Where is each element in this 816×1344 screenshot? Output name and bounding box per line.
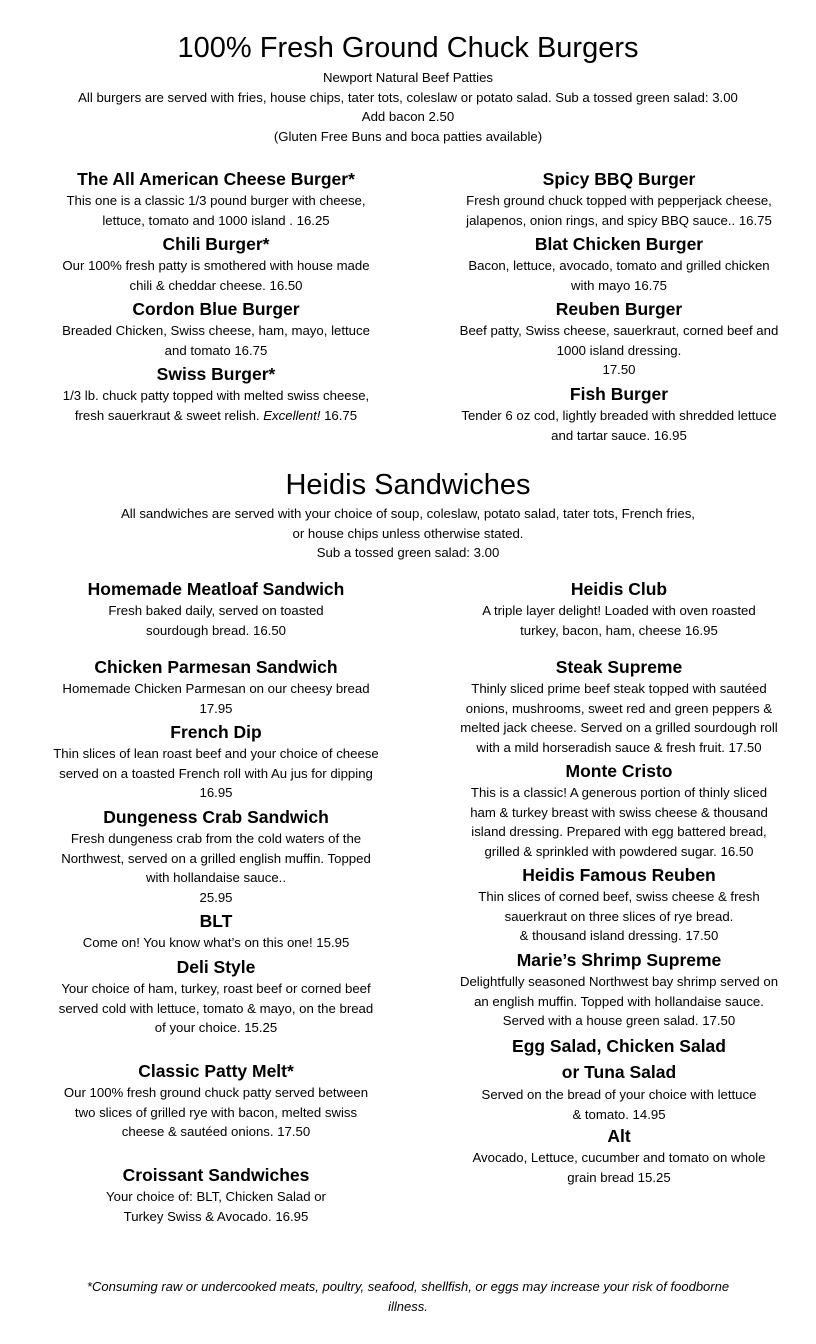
desc-line: & tomato. 14.95 [572, 1106, 666, 1122]
desc-line: 17.50 [602, 362, 636, 378]
menu-item-patty-melt [23, 1059, 409, 1142]
desc-line: Homemade Chicken Parmesan on our cheesy bread [62, 681, 370, 696]
item-title: Homemade Meatloaf Sandwich [87, 579, 345, 599]
desc-line: Served on the bread of your choice with lettuce [481, 1087, 757, 1102]
desc-line: with hollandaise sauce.. [145, 870, 287, 886]
desc-line: lettuce, tomato and 1000 island . 16.25 [102, 212, 330, 228]
item-description [426, 887, 812, 946]
desc-line: of your choice. 15.25 [154, 1020, 278, 1036]
advisory-line: *Consuming raw or undercooked meats, poultry, seafood, shellfish, or eggs may increase your risk of foodborne [86, 1279, 730, 1294]
item-title: Steak Supreme [555, 657, 683, 677]
item-title: Cordon Blue Burger [132, 299, 300, 319]
desc-line: served cold with lettuce, tomato & mayo, on the bread [58, 1000, 374, 1016]
sandwiches-intro-line: or house chips unless otherwise stated. [292, 525, 524, 541]
desc-line: grain bread 15.25 [567, 1169, 671, 1185]
desc-line: Our 100% fresh ground chuck patty served between [63, 1085, 369, 1100]
item-description [426, 1148, 812, 1187]
desc-line: served on a toasted French roll with Au jus for dipping [59, 765, 373, 781]
desc-line: 17.95 [199, 700, 233, 716]
menu-item-blt [23, 909, 409, 953]
desc-line: Thin slices of lean roast beef and your choice of cheese [53, 746, 379, 761]
desc-line: two slices of grilled rye with bacon, melted swiss [74, 1104, 358, 1120]
desc-line: with a mild horseradish sauce & fresh fruit. 17.50 [476, 739, 762, 755]
item-description [23, 979, 409, 1038]
item-description [426, 406, 812, 445]
desc-line: turkey, bacon, ham, cheese 16.95 [520, 622, 718, 638]
desc-line: Your choice of ham, turkey, roast beef or corned beef [61, 981, 371, 996]
menu-item-salad-sandwich [426, 1033, 812, 1124]
item-description [23, 829, 409, 907]
menu-item-all-american [23, 167, 409, 230]
item-description [23, 601, 409, 640]
item-description [23, 386, 409, 425]
item-description [426, 1085, 812, 1124]
item-title: Egg Salad, Chicken Salad [512, 1036, 726, 1056]
item-title: Dungeness Crab Sandwich [103, 807, 329, 827]
item-title: Croissant Sandwiches [122, 1165, 310, 1185]
item-description [426, 256, 812, 295]
menu-item-steak-supreme [426, 655, 812, 757]
item-title: Classic Patty Melt* [138, 1061, 294, 1081]
item-description [426, 191, 812, 230]
desc-line: 1/3 lb. chuck patty topped with melted swiss cheese, [62, 388, 370, 403]
desc-line: sourdough bread. 16.50 [145, 622, 287, 638]
item-title: Marie’s Shrimp Supreme [516, 950, 722, 970]
item-description [23, 191, 409, 230]
desc-line: island dressing. Prepared with egg battered bread, [471, 824, 767, 840]
desc-line: Bacon, lettuce, avocado, tomato and grilled chicken [468, 258, 770, 273]
menu-item-heidis-club [426, 577, 812, 640]
desc-line: grilled & sprinkled with powdered sugar. 16.50 [484, 843, 754, 859]
item-title: French Dip [170, 722, 262, 742]
menu-item-alt [426, 1124, 812, 1187]
menu-item-meatloaf [23, 577, 409, 640]
item-description [426, 972, 812, 1031]
item-title: Heidis Famous Reuben [522, 865, 716, 885]
desc-line: Served with a house green salad. 17.50 [502, 1013, 736, 1029]
menu-item-reuben-burger [426, 297, 812, 380]
desc-line: Tender 6 oz cod, lightly breaded with shredded lettuce [461, 408, 777, 423]
desc-emphasis: Excellent! [263, 407, 321, 423]
burgers-intro-line: Add bacon 2.50 [361, 109, 455, 125]
menu-item-blat-chicken [426, 232, 812, 295]
item-description [426, 783, 812, 861]
burgers-intro [0, 68, 816, 146]
menu-item-swiss-burger [23, 362, 409, 425]
desc-line: Turkey Swiss & Avocado. 16.95 [123, 1208, 309, 1224]
desc-line: jalapenos, onion rings, and spicy BBQ sauce.. 16.75 [466, 212, 772, 228]
desc-line [23, 406, 409, 426]
desc-line: and tartar sauce. 16.95 [551, 427, 687, 443]
item-title: Swiss Burger* [156, 364, 276, 384]
desc-line: 25.95 [199, 889, 233, 905]
item-description [426, 601, 812, 640]
item-title: Fish Burger [569, 384, 669, 404]
advisory-line: illness. [388, 1298, 428, 1314]
item-description [23, 1187, 409, 1226]
item-title: Deli Style [176, 957, 256, 977]
item-title: Alt [607, 1126, 631, 1146]
desc-line: Your choice of: BLT, Chicken Salad or [106, 1189, 326, 1204]
menu-item-chili-burger [23, 232, 409, 295]
item-description [23, 1083, 409, 1142]
desc-line: Avocado, Lettuce, cucumber and tomato on whole [472, 1150, 766, 1165]
desc-line: ham & turkey breast with swiss cheese & thousand [470, 804, 768, 820]
desc-line: sauerkraut on three slices of rye bread. [504, 908, 734, 924]
item-description [23, 933, 409, 953]
desc-line: This one is a classic 1/3 pound burger with cheese, [66, 193, 366, 208]
desc-line: Come on! You know what’s on this one! 15.95 [82, 935, 350, 950]
desc-line: & thousand island dressing. 17.50 [519, 928, 719, 944]
item-title: Heidis Club [570, 579, 668, 599]
desc-line: onions, mushrooms, sweet red and green peppers & [465, 700, 773, 716]
burgers-heading: 100% Fresh Ground Chuck Burgers [177, 32, 639, 64]
item-title: Chili Burger* [162, 234, 270, 254]
desc-line: Northwest, served on a grilled english muffin. Topped [61, 850, 371, 866]
burgers-intro-line: (Gluten Free Buns and boca patties available) [273, 128, 543, 144]
desc-line: Our 100% fresh patty is smothered with house made [62, 258, 370, 273]
desc-line: Breaded Chicken, Swiss cheese, ham, mayo, lettuce [62, 323, 370, 338]
item-description [426, 679, 812, 757]
item-description [23, 256, 409, 295]
item-description [23, 744, 409, 803]
sandwiches-heading: Heidis Sandwiches [285, 469, 531, 501]
desc-line: cheese & sautéed onions. 17.50 [121, 1124, 311, 1140]
desc-line: melted jack cheese. Served on a grilled sourdough roll [460, 720, 778, 736]
item-description [23, 321, 409, 360]
desc-line: This is a classic! A generous portion of thinly sliced [470, 785, 768, 800]
desc-line: 16.95 [199, 785, 233, 801]
menu-item-cordon-blue [23, 297, 409, 360]
item-description [426, 321, 812, 380]
item-title: Reuben Burger [555, 299, 683, 319]
desc-line: an english muffin. Topped with hollandaise sauce. [474, 993, 764, 1009]
menu-item-fish-burger [426, 382, 812, 445]
item-title: The All American Cheese Burger* [77, 169, 355, 189]
desc-price: 16.75 [320, 407, 358, 423]
sandwiches-intro-line: All sandwiches are served with your choice of soup, coleslaw, potato salad, tater tots, French fries, [121, 506, 695, 521]
menu-item-french-dip [23, 720, 409, 803]
burgers-intro-line: Newport Natural Beef Patties [322, 70, 494, 85]
menu-item-monte-cristo [426, 759, 812, 861]
menu-item-spicy-bbq [426, 167, 812, 230]
item-title: Spicy BBQ Burger [542, 169, 696, 189]
menu-item-chicken-parmesan [23, 655, 409, 718]
sandwiches-intro-line: Sub a tossed green salad: 3.00 [316, 545, 500, 561]
burgers-intro-line: All burgers are served with fries, house chips, tater tots, coleslaw or potato salad. Sub a tossed green salad: 3.00 [78, 89, 738, 105]
desc-line: Fresh ground chuck topped with pepperjack cheese, [466, 193, 772, 208]
item-title: Blat Chicken Burger [534, 234, 704, 254]
desc-text: fresh sauerkraut & sweet relish. [74, 407, 264, 423]
desc-line: Beef patty, Swiss cheese, sauerkraut, corned beef and [459, 323, 779, 338]
desc-line: Fresh baked daily, served on toasted [108, 603, 324, 618]
desc-line: chili & cheddar cheese. 16.50 [129, 277, 303, 293]
item-title-continued: or Tuna Salad [561, 1062, 677, 1082]
menu-item-heidis-reuben [426, 863, 812, 946]
item-title: BLT [199, 911, 233, 931]
desc-line: A triple layer delight! Loaded with oven roasted [482, 603, 756, 618]
desc-line: Thin slices of corned beef, swiss cheese & fresh [478, 889, 760, 904]
desc-line: and tomato 16.75 [164, 342, 268, 358]
desc-line: with mayo 16.75 [570, 277, 668, 293]
consumer-advisory [40, 1277, 776, 1316]
desc-line: Delightfully seasoned Northwest bay shrimp served on [459, 974, 779, 989]
item-title: Monte Cristo [565, 761, 673, 781]
desc-line: Thinly sliced prime beef steak topped with sautéed [471, 681, 767, 696]
item-title: Chicken Parmesan Sandwich [94, 657, 338, 677]
menu-item-deli-style [23, 955, 409, 1038]
item-description [23, 679, 409, 718]
desc-line: Fresh dungeness crab from the cold waters of the [70, 831, 362, 846]
menu-item-shrimp-supreme [426, 948, 812, 1031]
desc-line: 1000 island dressing. [556, 342, 682, 358]
menu-item-dungeness-crab [23, 805, 409, 907]
menu-item-croissant [23, 1163, 409, 1226]
sandwiches-intro [0, 504, 816, 563]
